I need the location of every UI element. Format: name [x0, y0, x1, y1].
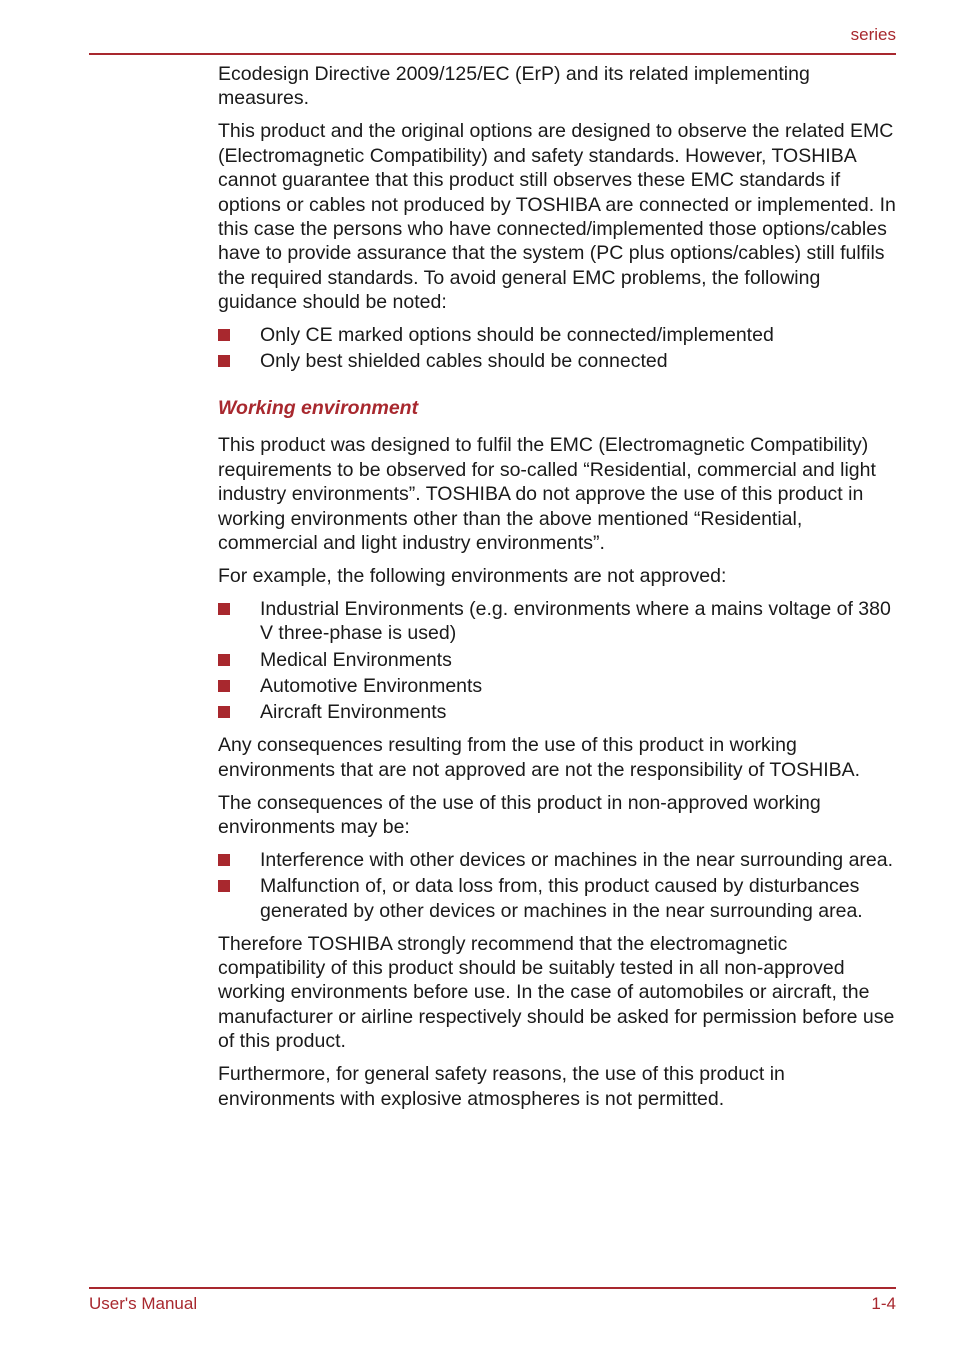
footer-divider: [89, 1287, 896, 1289]
square-bullet-icon: [218, 706, 230, 718]
list-item: [218, 323, 898, 347]
footer-manual-title: User's Manual: [89, 1294, 198, 1313]
body-paragraph: Furthermore, for general safety reasons, the use of this product in environments with explosive atmospheres is not permitted.: [218, 1063, 785, 1110]
list-item: [218, 674, 898, 698]
body-paragraph: This product was designed to fulfil the EMC (Electromagnetic Compatibility) requirements to be observed for so-called “Residential, commercial and light industry environments”. TOSHIBA do not approve the use of this product in working environments other than the above mentioned “Residential, commercial and light industry environments”.: [218, 434, 876, 554]
list-item-text: Automotive Environments: [260, 674, 483, 697]
square-bullet-icon: [218, 329, 230, 341]
list-item: [218, 700, 898, 724]
list-item: [218, 648, 898, 672]
body-paragraph: For example, the following environments are not approved:: [218, 564, 727, 587]
section-heading: Working environment: [218, 396, 419, 419]
body-paragraph: The consequences of the use of this product in non-approved working environments may be:: [218, 791, 821, 838]
square-bullet-icon: [218, 880, 230, 892]
list-item: [218, 349, 898, 373]
body-paragraph: Therefore TOSHIBA strongly recommend that the electromagnetic compatibility of this product should be suitably tested in all non-approved working environments before use. In the case of automobiles or aircraft, the manufacturer or airline respectively should be asked for permission before use of this product.: [218, 932, 895, 1053]
page-body: [218, 62, 898, 1119]
bullet-list-guidance: [218, 323, 898, 374]
page-number: 1-4: [871, 1294, 896, 1313]
list-item-text: Medical Environments: [260, 648, 452, 671]
square-bullet-icon: [218, 654, 230, 666]
square-bullet-icon: [218, 680, 230, 692]
square-bullet-icon: [218, 355, 230, 367]
bullet-list-consequences: [218, 848, 898, 923]
list-item-text: Interference with other devices or machines in the near surrounding area.: [260, 848, 894, 871]
body-paragraph: Any consequences resulting from the use of this product in working environments that are not approved are not the responsibility of TOSHIBA.: [218, 734, 861, 781]
header-divider: [89, 53, 896, 55]
list-item-text: Only CE marked options should be connected/implemented: [260, 324, 774, 347]
list-item: [218, 597, 898, 646]
list-item-text: Only best shielded cables should be connected: [260, 350, 668, 373]
square-bullet-icon: [218, 854, 230, 866]
list-item-text: Malfunction of, or data loss from, this product caused by disturbances generated by other devices or machines in the near surrounding area.: [260, 875, 863, 922]
list-item-text: Aircraft Environments: [260, 701, 447, 724]
list-item: [218, 848, 898, 872]
running-header: series: [850, 25, 896, 44]
body-paragraph: Ecodesign Directive 2009/125/EC (ErP) and its related implementing measures.: [218, 63, 810, 110]
body-paragraph: This product and the original options are designed to observe the related EMC (Electromagnetic Compatibility) and safety standards. However, TOSHIBA cannot guarantee that this product still observes these EMC standards if options or cables not produced by TOSHIBA are connected or implemented. In this case the persons who have connected/implemented those options/cables have to provide assurance that the system (PC plus options/cables) still fulfils the required standards. To avoid general EMC problems, the following guidance should be noted:: [218, 120, 896, 314]
list-item: [218, 874, 898, 923]
list-item-text: Industrial Environments (e.g. environments where a mains voltage of 380 V three-phase is used): [260, 597, 891, 645]
square-bullet-icon: [218, 603, 230, 615]
bullet-list-environments: [218, 597, 898, 725]
